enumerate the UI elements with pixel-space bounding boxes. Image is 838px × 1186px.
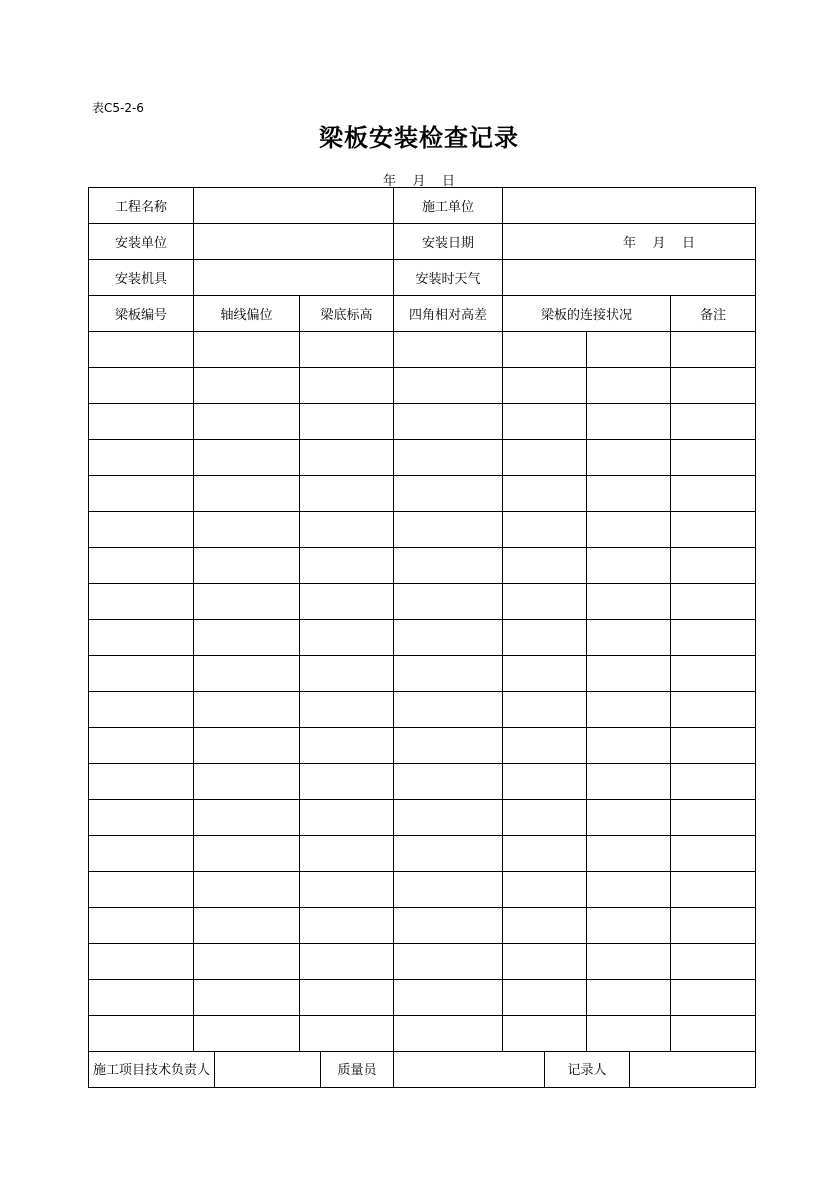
install-machine-label: 安装机具 [89,260,194,296]
record-cell[interactable] [503,908,587,944]
record-cell[interactable] [503,440,587,476]
quality-inspector-field[interactable] [394,1051,545,1087]
record-cell[interactable] [394,620,503,656]
record-cell[interactable] [394,368,503,404]
record-cell[interactable] [503,512,587,548]
record-cell[interactable] [587,368,671,404]
record-cell[interactable] [300,872,394,908]
construction-unit-field[interactable] [503,188,756,224]
record-cell[interactable] [587,764,671,800]
record-cell[interactable] [671,440,756,476]
record-row [89,728,756,764]
record-cell[interactable] [300,944,394,980]
record-cell[interactable] [671,728,756,764]
record-cell[interactable] [671,332,756,368]
col-beam-no: 梁板编号 [89,296,194,332]
record-cell[interactable] [394,404,503,440]
record-row [89,836,756,872]
record-cell[interactable] [587,548,671,584]
record-cell[interactable] [587,1016,671,1052]
record-cell[interactable] [503,476,587,512]
record-row [89,440,756,476]
record-cell[interactable] [89,332,194,368]
record-cell[interactable] [194,692,300,728]
record-cell[interactable] [300,1016,394,1052]
record-cell[interactable] [89,944,194,980]
record-cell[interactable] [394,800,503,836]
install-unit-field[interactable] [194,224,394,260]
record-row [89,548,756,584]
record-cell[interactable] [89,440,194,476]
project-name-label: 工程名称 [89,188,194,224]
record-cell[interactable] [587,692,671,728]
record-cell[interactable] [394,332,503,368]
record-cell[interactable] [194,332,300,368]
record-cell[interactable] [300,404,394,440]
record-cell[interactable] [300,368,394,404]
record-cell[interactable] [194,584,300,620]
record-cell[interactable] [671,944,756,980]
record-cell[interactable] [89,764,194,800]
record-cell[interactable] [587,980,671,1016]
record-cell[interactable] [394,584,503,620]
record-cell[interactable] [671,620,756,656]
record-cell[interactable] [300,908,394,944]
install-date-label: 安装日期 [394,224,503,260]
record-cell[interactable] [587,584,671,620]
record-cell[interactable] [587,872,671,908]
record-cell[interactable] [394,980,503,1016]
record-row [89,944,756,980]
record-cell[interactable] [503,332,587,368]
record-cell[interactable] [194,764,300,800]
record-cell[interactable] [671,1016,756,1052]
record-cell[interactable] [394,728,503,764]
record-row [89,656,756,692]
record-cell[interactable] [300,980,394,1016]
record-cell[interactable] [587,440,671,476]
record-cell[interactable] [194,476,300,512]
record-row [89,908,756,944]
record-cell[interactable] [587,476,671,512]
project-name-field[interactable] [194,188,394,224]
record-cell[interactable] [587,512,671,548]
record-cell[interactable] [394,872,503,908]
record-cell[interactable] [394,1016,503,1052]
record-cell[interactable] [89,1016,194,1052]
record-cell[interactable] [671,584,756,620]
record-cell[interactable] [394,908,503,944]
install-date-field[interactable]: 年 月 日 [503,224,756,260]
record-cell[interactable] [300,728,394,764]
record-cell[interactable] [394,836,503,872]
record-cell[interactable] [89,656,194,692]
record-cell[interactable] [89,728,194,764]
record-cell[interactable] [300,548,394,584]
header-row-machine [89,260,756,296]
record-cell[interactable] [671,368,756,404]
record-cell[interactable] [587,728,671,764]
install-weather-field[interactable] [503,260,756,296]
record-cell[interactable] [503,800,587,836]
record-cell[interactable] [89,368,194,404]
record-cell[interactable] [587,944,671,980]
record-cell[interactable] [194,620,300,656]
record-cell[interactable] [503,944,587,980]
record-cell[interactable] [194,944,300,980]
date-line: 年 月 日 [382,174,456,189]
record-cell[interactable] [671,512,756,548]
record-cell[interactable] [394,548,503,584]
record-cell[interactable] [671,692,756,728]
record-cell[interactable] [194,1016,300,1052]
record-cell[interactable] [394,656,503,692]
quality-inspector-label: 质量员 [321,1051,394,1087]
record-cell[interactable] [503,728,587,764]
record-row [89,872,756,908]
record-cell[interactable] [194,728,300,764]
record-cell[interactable] [587,620,671,656]
record-row [89,980,756,1016]
record-row [89,800,756,836]
record-cell[interactable] [587,908,671,944]
col-axis-offset: 轴线偏位 [194,296,300,332]
record-cell[interactable] [194,368,300,404]
record-cell[interactable] [89,512,194,548]
record-cell[interactable] [89,620,194,656]
record-cell[interactable] [89,908,194,944]
record-row [89,332,756,368]
record-cell[interactable] [300,836,394,872]
record-cell[interactable] [503,692,587,728]
record-cell[interactable] [503,620,587,656]
record-cell[interactable] [587,404,671,440]
record-cell[interactable] [194,836,300,872]
record-cell[interactable] [194,656,300,692]
col-bottom-elevation: 梁底标高 [300,296,394,332]
record-row [89,368,756,404]
record-cell[interactable] [300,692,394,728]
record-cell[interactable] [587,332,671,368]
record-cell[interactable] [394,512,503,548]
record-row [89,476,756,512]
col-corner-height-diff: 四角相对高差 [394,296,503,332]
signature-row [89,1051,756,1087]
record-cell[interactable] [300,764,394,800]
record-cell[interactable] [394,944,503,980]
record-cell[interactable] [671,800,756,836]
record-cell[interactable] [300,656,394,692]
record-cell[interactable] [503,404,587,440]
record-row [89,404,756,440]
record-row [89,764,756,800]
record-cell[interactable] [587,800,671,836]
install-machine-field[interactable] [194,260,394,296]
record-cell[interactable] [89,980,194,1016]
record-cell[interactable] [300,800,394,836]
record-cell[interactable] [300,476,394,512]
record-cell[interactable] [300,440,394,476]
record-cell[interactable] [89,584,194,620]
record-cell[interactable] [89,404,194,440]
record-cell[interactable] [89,476,194,512]
install-weather-label: 安装时天气 [394,260,503,296]
form-code: 表C5-2-6 [92,101,144,115]
record-row [89,584,756,620]
record-cell[interactable] [89,692,194,728]
record-cell[interactable] [300,332,394,368]
inspection-table [88,187,756,1052]
record-cell[interactable] [394,764,503,800]
record-cell[interactable] [194,548,300,584]
install-unit-label: 安装单位 [89,224,194,260]
record-cell[interactable] [194,404,300,440]
recorder-label: 记录人 [545,1051,630,1087]
col-remarks: 备注 [671,296,756,332]
record-cell[interactable] [89,872,194,908]
record-row [89,620,756,656]
record-cell[interactable] [503,368,587,404]
header-row-project [89,188,756,224]
tech-lead-label: 施工项目技术负责人 [89,1051,215,1087]
record-cell[interactable] [89,836,194,872]
record-cell[interactable] [503,548,587,584]
record-cell[interactable] [300,620,394,656]
record-cell[interactable] [194,980,300,1016]
record-row [89,692,756,728]
record-cell[interactable] [503,980,587,1016]
record-cell[interactable] [671,872,756,908]
record-cell[interactable] [503,872,587,908]
record-row [89,512,756,548]
column-header-row [89,296,756,332]
record-row [89,1016,756,1052]
recorder-field[interactable] [630,1051,756,1087]
record-cell[interactable] [394,692,503,728]
record-cell[interactable] [671,404,756,440]
record-cell[interactable] [394,440,503,476]
record-cell[interactable] [503,1016,587,1052]
construction-unit-label: 施工单位 [394,188,503,224]
record-cell[interactable] [89,800,194,836]
record-cell[interactable] [300,584,394,620]
record-cell[interactable] [671,476,756,512]
record-cell[interactable] [671,656,756,692]
record-cell[interactable] [671,908,756,944]
signature-table [88,1051,756,1088]
record-cell[interactable] [503,656,587,692]
record-cell[interactable] [671,836,756,872]
record-cell[interactable] [503,584,587,620]
record-cell[interactable] [503,764,587,800]
header-row-install-unit [89,224,756,260]
record-cell[interactable] [194,872,300,908]
record-cell[interactable] [194,440,300,476]
page-title: 梁板安装检查记录 [319,123,519,152]
record-cell[interactable] [671,764,756,800]
record-cell[interactable] [194,908,300,944]
record-cell[interactable] [503,836,587,872]
record-cell[interactable] [587,836,671,872]
tech-lead-field[interactable] [215,1051,321,1087]
col-connection-status: 梁板的连接状况 [503,296,671,332]
record-cell[interactable] [89,548,194,584]
record-cell[interactable] [587,656,671,692]
record-cell[interactable] [394,476,503,512]
record-cell[interactable] [671,980,756,1016]
record-cell[interactable] [194,800,300,836]
record-cell[interactable] [194,512,300,548]
record-cell[interactable] [300,512,394,548]
record-cell[interactable] [671,548,756,584]
